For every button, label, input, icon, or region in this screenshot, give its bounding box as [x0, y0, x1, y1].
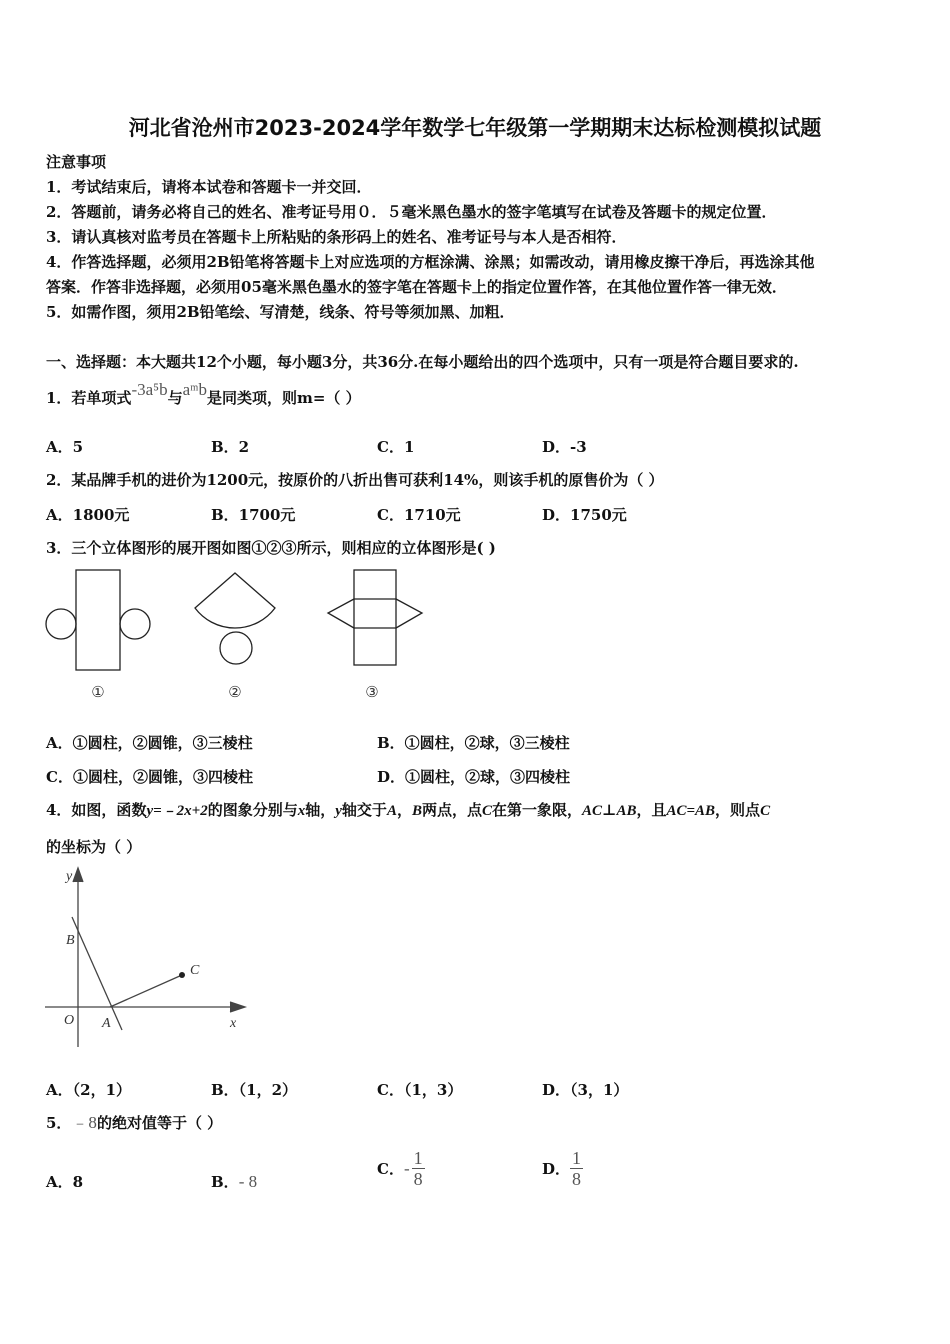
q4-y: y	[335, 803, 342, 819]
q4-text: 的图象分别与	[207, 801, 298, 819]
question-3: 3．三个立体图形的展开图如图①②③所示，则相应的立体图形是( )	[46, 539, 496, 557]
denominator: 8	[413, 1169, 423, 1189]
q3-option-c[interactable]: C．①圆柱，②圆锥，③四棱柱	[46, 768, 253, 786]
notice-item: 1．考试结束后，请将本试卷和答题卡一并交回．	[46, 178, 372, 196]
q1-term2: aᵐb	[182, 380, 207, 399]
notice-item: 3．请认真核对监考员在答题卡上所粘贴的条形码上的姓名、准考证号与本人是否相符．	[46, 228, 627, 246]
question-2: 2．某品牌手机的进价为1200元，按原价的八折出售可获利14%，则该手机的原售价为（ ）	[46, 471, 664, 489]
label-b: B	[66, 933, 75, 948]
q4-cond2: AC=AB	[666, 803, 716, 819]
q5-option-d-fraction	[570, 1148, 583, 1189]
q2-option-b[interactable]: B．1700元	[211, 506, 296, 524]
question-4-cont: 的坐标为（ ）	[46, 838, 142, 856]
q3-option-d[interactable]: D．①圆柱，②球，③四棱柱	[377, 768, 571, 786]
segment-ac	[110, 975, 182, 1007]
q1-option-c[interactable]: C．1	[377, 438, 415, 456]
notice-item: 答案．作答非选择题，必须用05毫米黑色墨水的签字笔在答题卡上的指定位置作答，在其他位置作答一律无效．	[46, 278, 787, 296]
section-heading: 一、选择题：本大题共12个小题，每小题3分，共36分.在每小题给出的四个选项中，只有一项是符合题目要求的.	[46, 353, 799, 371]
label-o: O	[64, 1013, 75, 1028]
cone-net	[195, 573, 275, 664]
prism-net	[328, 570, 422, 665]
notice-item: 2．答题前，请务必将自己的姓名、准考证号用０．５毫米黑色墨水的签字笔填写在试卷及答题卡的规定位置．	[46, 203, 777, 221]
y-arrow	[73, 868, 83, 882]
q5-option-b-value: - 8	[238, 1172, 258, 1191]
q4-text: 轴，	[305, 801, 336, 819]
q4-option-a[interactable]: A．（2，1）	[46, 1081, 132, 1099]
point-c	[179, 972, 185, 978]
numerator: 1	[572, 1148, 582, 1168]
q5-option-b-label: B．	[211, 1173, 239, 1191]
q4-A: A	[386, 803, 397, 819]
notice-item: 4．作答选择题，必须用2B铅笔将答题卡上对应选项的方框涂满、涂黑；如需改动，请用橡皮擦干净后，再选涂其他	[46, 253, 815, 271]
question-4	[46, 800, 770, 821]
q1-option-b[interactable]: B．2	[211, 438, 250, 456]
q3-nets-figure	[40, 565, 430, 710]
q2-option-a[interactable]: A．1800元	[46, 506, 130, 524]
q5-option-c-fraction	[412, 1148, 425, 1189]
q1-mid: 与	[167, 389, 183, 407]
line-ab	[72, 917, 122, 1030]
label-a: A	[102, 1016, 111, 1031]
q5-option-b[interactable]	[211, 1171, 257, 1192]
fig-label-1: ①	[91, 685, 105, 701]
q4-text: ，	[396, 801, 412, 819]
q4-text: ，则点	[715, 801, 761, 819]
notice-heading: 注意事项	[46, 153, 107, 171]
label-y: y	[66, 869, 73, 884]
q4-option-c[interactable]: C．（1，3）	[377, 1081, 463, 1099]
q3-option-a[interactable]: A．①圆柱，②圆锥，③三棱柱	[46, 734, 253, 752]
q5-option-d-label: D．	[542, 1160, 571, 1178]
q5-option-c-label: C．	[377, 1160, 404, 1178]
label-c: C	[190, 963, 200, 978]
cylinder-net	[46, 570, 150, 670]
question-1	[46, 380, 361, 408]
q4-B: B	[411, 803, 422, 819]
q4-text: 轴交于	[341, 801, 387, 819]
q5-value: ﹣8	[71, 1113, 97, 1132]
q5-option-c[interactable]	[377, 1148, 425, 1189]
page-title: 河北省沧州市2023-2024学年数学七年级第一学期期末达标检测模拟试题	[128, 116, 822, 140]
q1-suffix: 是同类项，则m=（ ）	[206, 389, 361, 407]
numerator: 1	[413, 1148, 423, 1168]
q3-option-b[interactable]: B．①圆柱，②球，③三棱柱	[377, 734, 570, 752]
q5-option-c-sign: -	[403, 1158, 410, 1178]
q5-prefix: 5．	[46, 1114, 72, 1132]
q4-text: 在第一象限，	[492, 801, 583, 819]
q1-prefix: 1．若单项式	[46, 389, 132, 407]
q1-option-a[interactable]: A．5	[46, 438, 84, 456]
q4-x: x	[297, 803, 306, 819]
q4-C: C	[760, 803, 771, 819]
fig-label-2: ②	[228, 685, 242, 701]
q5-suffix: 的绝对值等于（ ）	[96, 1114, 223, 1132]
q4-graph-figure	[40, 862, 255, 1052]
q2-option-d[interactable]: D．1750元	[542, 506, 627, 524]
q4-option-b[interactable]: B．（1，2）	[211, 1081, 298, 1099]
q4-option-d[interactable]: D．（3，1）	[542, 1081, 629, 1099]
q1-option-d[interactable]: D．-3	[542, 438, 587, 456]
q4-C: C	[482, 803, 493, 819]
q1-term1: -3a⁵b	[131, 380, 168, 399]
fig-label-3: ③	[365, 685, 379, 701]
q5-option-d[interactable]	[542, 1148, 583, 1189]
label-x: x	[230, 1016, 237, 1031]
notice-item: 5．如需作图，须用2B铅笔绘、写清楚，线条、符号等须加黑、加粗．	[46, 303, 515, 321]
q4-text: ，且	[636, 801, 667, 819]
q4-cond1: AC⊥AB	[582, 803, 637, 819]
denominator: 8	[572, 1169, 582, 1189]
question-5	[46, 1113, 222, 1133]
q4-text: 两点，点	[421, 801, 482, 819]
q4-text: 4．如图，函数	[46, 801, 147, 819]
q5-option-a[interactable]: A．8	[46, 1173, 84, 1191]
q2-option-c[interactable]: C．1710元	[377, 506, 461, 524]
x-arrow	[230, 1002, 245, 1012]
q4-function: y=﹣2x+2	[146, 803, 208, 819]
